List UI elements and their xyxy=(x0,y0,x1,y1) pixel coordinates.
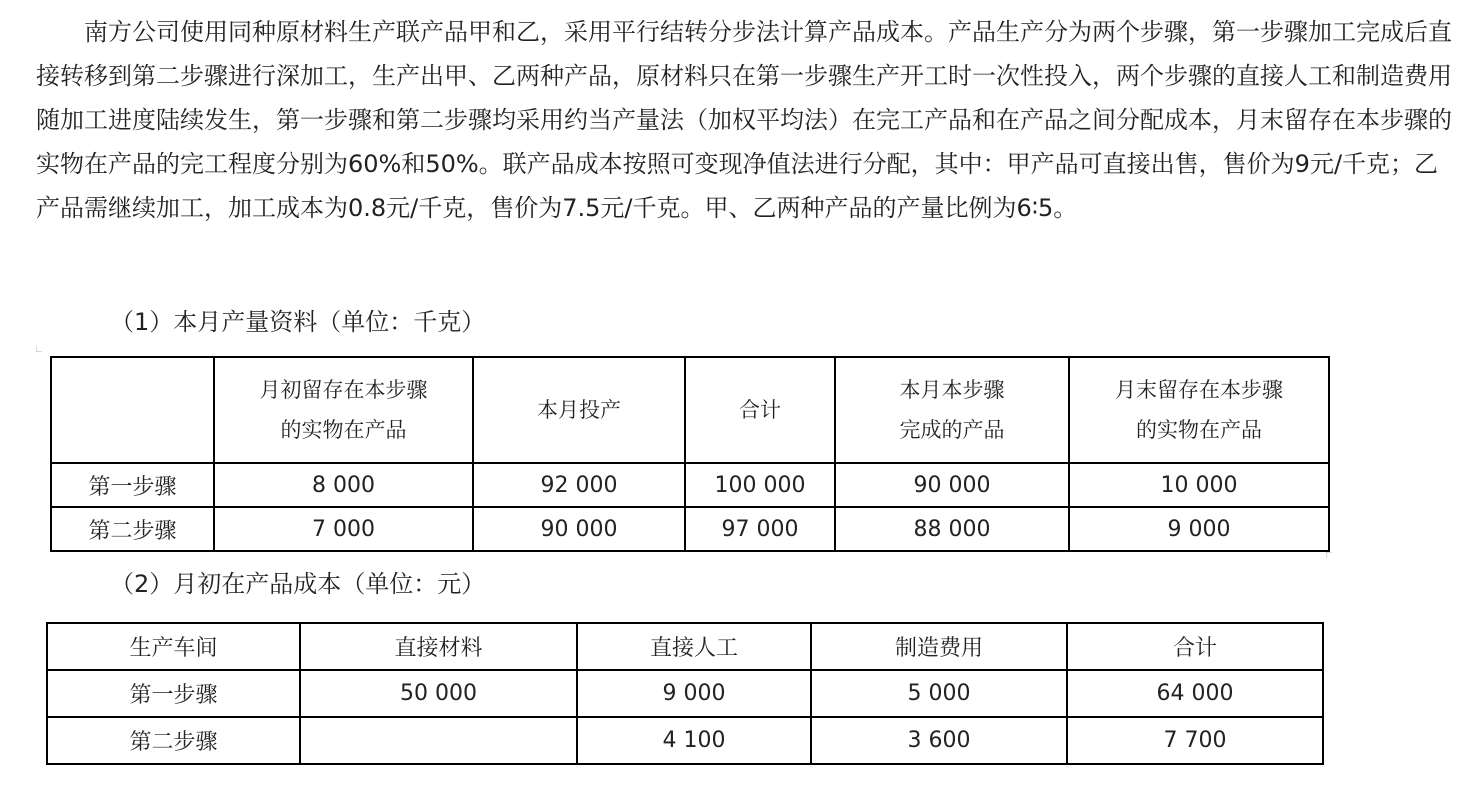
table-header-row xyxy=(47,623,1323,670)
header-line: 的实物在产品 xyxy=(1136,418,1262,442)
header-line: 月末留存在本步骤 xyxy=(1115,378,1283,402)
table-cell: 9 000 xyxy=(577,670,811,717)
table-cell: 90 000 xyxy=(835,463,1069,507)
problem-paragraph: 南方公司使用同种原材料生产联产品甲和乙，采用平行结转分步法计算产品成本。产品生产分为两个步骤，第一步骤加工完成后直接转移到第二步骤进行深加工，生产出甲、乙两种产品，原材料只在第一步骤生产开工时一次性投入，两个步骤的直接人工和制造费用随加工进度陆续发生，第一步骤和第二步骤均采用约当产量法（加权平均法）在完工产品和在产品之间分配成本，月末留存在本步骤的实物在产品的完工程度分别为60%和50%。联产品成本按照可变现净值法进行分配，其中：甲产品可直接出售，售价为9元/千克；乙产品需继续加工，加工成本为0.8元/千克，售价为7.5元/千克。甲、乙两种产品的产量比例为6∶5。 xyxy=(36,18,1452,222)
table-header-row xyxy=(51,357,1329,463)
table-cell: 88 000 xyxy=(835,507,1069,551)
header-overhead: 制造费用 xyxy=(811,623,1067,670)
table-row xyxy=(47,670,1323,717)
table-cell: 50 000 xyxy=(300,670,577,717)
row-label: 第二步骤 xyxy=(51,507,214,551)
row-label: 第一步骤 xyxy=(47,670,300,717)
table-cell: 92 000 xyxy=(473,463,685,507)
table-cell: 3 600 xyxy=(811,717,1067,764)
problem-statement xyxy=(36,10,1456,230)
table-cell: 90 000 xyxy=(473,507,685,551)
row-label: 第一步骤 xyxy=(51,463,214,507)
table-cell: 5 000 xyxy=(811,670,1067,717)
table-row xyxy=(47,717,1323,764)
header-line: 本月本步骤 xyxy=(899,378,1005,402)
header-direct-materials: 直接材料 xyxy=(300,623,577,670)
table-corner-marker xyxy=(36,346,42,352)
header-line: 月初留存在本步骤 xyxy=(259,378,428,402)
table-cell: 9 000 xyxy=(1069,507,1329,551)
header-ending-wip xyxy=(1069,357,1329,463)
table-cell: 4 100 xyxy=(577,717,811,764)
table-row xyxy=(51,507,1329,551)
table-cell: 7 700 xyxy=(1067,717,1323,764)
header-completed xyxy=(835,357,1069,463)
beginning-wip-cost-table xyxy=(46,622,1324,765)
header-total: 合计 xyxy=(685,357,835,463)
table-cell: 64 000 xyxy=(1067,670,1323,717)
table-cell: 100 000 xyxy=(685,463,835,507)
header-direct-labor: 直接人工 xyxy=(577,623,811,670)
header-input: 本月投产 xyxy=(473,357,685,463)
row-label: 第二步骤 xyxy=(47,717,300,764)
header-blank xyxy=(51,357,214,463)
header-line: 的实物在产品 xyxy=(280,418,407,442)
header-line: 完成的产品 xyxy=(899,418,1005,442)
table-cell: 8 000 xyxy=(214,463,473,507)
table-corner-marker xyxy=(1326,552,1332,558)
table-cell: 97 000 xyxy=(685,507,835,551)
section-2-caption: （2）月初在产品成本（单位：元） xyxy=(110,570,486,598)
output-quantity-table xyxy=(50,356,1330,552)
table-cell xyxy=(300,717,577,764)
section-1-caption: （1）本月产量资料（单位：千克） xyxy=(110,308,486,336)
header-beginning-wip xyxy=(214,357,473,463)
header-workshop: 生产车间 xyxy=(47,623,300,670)
table-row xyxy=(51,463,1329,507)
header-total: 合计 xyxy=(1067,623,1323,670)
table-cell: 10 000 xyxy=(1069,463,1329,507)
table-cell: 7 000 xyxy=(214,507,473,551)
